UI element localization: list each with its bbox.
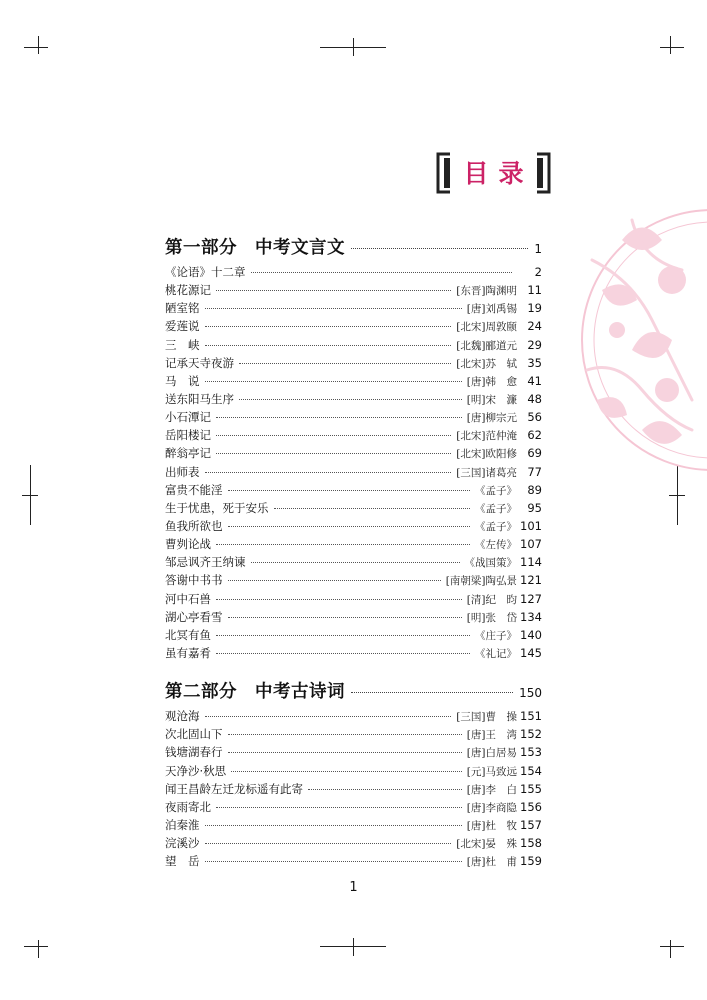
entry-page: 19: [527, 301, 542, 316]
crop-mark-icon: [669, 495, 685, 496]
entry-page: 77: [527, 464, 542, 479]
entry-title: 泊秦淮: [165, 817, 200, 832]
entry-title: 望 岳: [165, 854, 200, 869]
entry-page: 154: [520, 763, 542, 778]
toc-entry[interactable]: [165, 817, 542, 835]
dot-leader: [228, 526, 471, 527]
toc-entry[interactable]: [165, 763, 542, 781]
entry-page: 107: [520, 537, 542, 552]
entry-page: 156: [520, 799, 542, 814]
entry-page: 155: [520, 781, 542, 796]
dot-leader: [228, 580, 441, 581]
dot-leader: [228, 617, 462, 618]
entry-title: 岳阳楼记: [165, 428, 211, 443]
entry-author: [北宋]周敦颐: [456, 321, 517, 334]
dot-leader: [216, 544, 470, 545]
entry-author: [唐]李商隐: [466, 801, 517, 814]
crop-mark-icon: [353, 38, 354, 56]
entry-page: 48: [527, 391, 542, 406]
entry-page: 121: [520, 573, 542, 588]
toc-entry[interactable]: [165, 781, 542, 799]
entry-title: 桃花源记: [165, 283, 211, 298]
entry-author: [唐]王 湾: [466, 729, 517, 742]
toc-entry[interactable]: [165, 572, 542, 590]
entry-title: 生于忧患，死于安乐: [165, 500, 269, 515]
entry-page: 159: [520, 854, 542, 869]
entry-author: [北宋]范仲淹: [456, 430, 517, 443]
entry-title: 虽有嘉肴: [165, 645, 211, 660]
entry-author: [明]张 岱: [466, 611, 517, 624]
entry-author: [唐]李 白: [466, 783, 517, 796]
toc-entry[interactable]: [165, 318, 542, 336]
page-title: [436, 152, 551, 194]
entry-page: 151: [520, 709, 542, 724]
toc-entry[interactable]: [165, 337, 542, 355]
entry-title: 记承天寺夜游: [165, 355, 234, 370]
dot-leader: [216, 435, 451, 436]
crop-mark-icon: [660, 47, 684, 48]
entry-title: 北冥有鱼: [165, 627, 211, 642]
entry-author: 《孟子》: [475, 520, 517, 533]
entry-page: 127: [520, 591, 542, 606]
toc-entry[interactable]: [165, 591, 542, 609]
section-page: 1: [534, 242, 542, 256]
dot-leader: [351, 692, 513, 693]
entry-page: 2: [534, 265, 542, 279]
entry-title: 富贵不能淫: [165, 482, 223, 497]
entry-title: 三 峡: [165, 337, 200, 352]
entry-page: 153: [520, 745, 542, 760]
dot-leader: [205, 381, 462, 382]
entry-page: 152: [520, 727, 542, 742]
page-number: 1: [349, 880, 358, 895]
toc-entry[interactable]: [165, 744, 542, 762]
title-text: 目录: [463, 159, 534, 188]
entry-title: 天净沙·秋思: [165, 763, 227, 778]
entry-title: 送东阳马生序: [165, 391, 234, 406]
section-page: 150: [519, 686, 542, 701]
entry-title: 曹刿论战: [165, 537, 211, 552]
entry-page: 134: [520, 609, 542, 624]
dot-leader: [228, 490, 471, 491]
dot-leader: [216, 453, 451, 454]
entry-page: 35: [527, 355, 542, 370]
entry-author: [唐]杜 甫: [466, 856, 517, 869]
toc-entry[interactable]: [165, 282, 542, 300]
dot-leader: [308, 789, 462, 790]
table-of-contents: [165, 234, 542, 871]
section-heading[interactable]: [165, 234, 542, 264]
crop-mark-icon: [24, 946, 48, 947]
dot-leader: [205, 326, 452, 327]
dot-leader: [205, 861, 462, 862]
toc-entry[interactable]: [165, 482, 542, 500]
toc-entry[interactable]: [165, 627, 542, 645]
toc-entry[interactable]: [165, 464, 542, 482]
entry-page: 41: [527, 373, 542, 388]
entry-title: 河中石兽: [165, 591, 211, 606]
toc-entry[interactable]: [165, 853, 542, 871]
crop-mark-icon: [38, 36, 39, 54]
entry-author: [北魏]郦道元: [456, 339, 517, 352]
entry-page: 145: [520, 645, 542, 660]
dot-leader: [239, 399, 462, 400]
entry-author: [唐]柳宗元: [466, 412, 517, 425]
crop-mark-icon: [660, 946, 684, 947]
entry-author: 《孟子》: [475, 502, 517, 515]
toc-entry[interactable]: [165, 554, 542, 572]
entry-title: 闻王昌龄左迁龙标遥有此寄: [165, 781, 303, 796]
entry-author: [明]宋 濂: [466, 393, 517, 406]
section-title: 第二部分 中考古诗词: [165, 682, 345, 703]
entry-title: 鱼我所欲也: [165, 518, 223, 533]
entry-title: 次北固山下: [165, 727, 223, 742]
entry-author: [唐]韩 愈: [466, 375, 517, 388]
toc-entry[interactable]: [165, 373, 542, 391]
toc-entry[interactable]: [165, 391, 542, 409]
dot-leader: [216, 653, 470, 654]
entry-title: 钱塘湖春行: [165, 745, 223, 760]
dot-leader: [351, 248, 528, 249]
entry-page: 69: [527, 446, 542, 461]
dot-leader: [251, 562, 460, 563]
entry-author: 《孟子》: [475, 484, 517, 497]
entry-author: [南朝梁]陶弘景: [445, 575, 517, 588]
section-title: 第一部分 中考文言文: [165, 238, 345, 258]
entry-author: 《庄子》: [475, 629, 517, 642]
entry-author: [唐]杜 牧: [466, 819, 517, 832]
entry-page: 11: [527, 283, 542, 298]
entry-author: 《礼记》: [475, 647, 517, 660]
crop-mark-icon: [670, 36, 671, 54]
toc-entry[interactable]: [165, 708, 542, 726]
dot-leader: [231, 771, 462, 772]
entry-page: 95: [527, 500, 542, 515]
entry-page: 114: [520, 555, 542, 570]
dot-leader: [205, 843, 452, 844]
dot-leader: [228, 752, 462, 753]
dot-leader: [205, 716, 452, 717]
entry-title: 醉翁亭记: [165, 446, 211, 461]
entry-page: 158: [520, 836, 542, 851]
toc-entry[interactable]: [165, 500, 542, 518]
entry-title: 马 说: [165, 373, 200, 388]
dot-leader: [205, 472, 452, 473]
entry-page: 62: [527, 428, 542, 443]
entry-title: 陋室铭: [165, 301, 200, 316]
toc-entry[interactable]: [165, 835, 542, 853]
entry-page: 24: [527, 319, 542, 334]
entry-title: 夜雨寄北: [165, 799, 211, 814]
entry-page: 140: [520, 627, 542, 642]
toc-entry[interactable]: [165, 645, 542, 663]
dot-leader: [216, 417, 462, 418]
crop-mark-icon: [38, 940, 39, 958]
entry-title: 爱莲说: [165, 319, 200, 334]
entry-title: 湖心亭看雪: [165, 609, 223, 624]
toc-entry[interactable]: [165, 264, 542, 282]
toc-entry[interactable]: [165, 726, 542, 744]
entry-title: 小石潭记: [165, 410, 211, 425]
crop-mark-icon: [22, 495, 38, 496]
dot-leader: [216, 599, 462, 600]
dot-leader: [216, 290, 451, 291]
entry-author: [元]马致远: [466, 765, 517, 778]
crop-mark-icon: [24, 47, 48, 48]
toc-entry[interactable]: [165, 445, 542, 463]
entry-page: 101: [520, 518, 542, 533]
entry-page: 157: [520, 817, 542, 832]
toc-entry[interactable]: [165, 300, 542, 318]
entry-title: 浣溪沙: [165, 836, 200, 851]
entry-title: 观沧海: [165, 709, 200, 724]
toc-entry[interactable]: [165, 609, 542, 627]
entry-author: [唐]刘禹锡: [466, 303, 517, 316]
entry-author: [北宋]晏 殊: [456, 838, 517, 851]
dot-leader: [228, 734, 462, 735]
entry-author: [三国]曹 操: [456, 711, 517, 724]
toc-entry[interactable]: [165, 518, 542, 536]
crop-mark-icon: [670, 940, 671, 958]
dot-leader: [205, 308, 462, 309]
dot-leader: [216, 635, 470, 636]
entry-author: [北宋]欧阳修: [456, 448, 517, 461]
entry-title: 答谢中书书: [165, 573, 223, 588]
dot-leader: [216, 807, 462, 808]
toc-entry[interactable]: [165, 355, 542, 373]
dot-leader: [239, 363, 451, 364]
toc-entry[interactable]: [165, 427, 542, 445]
entry-author: [三国]诸葛亮: [456, 466, 517, 479]
dot-leader: [205, 345, 452, 346]
entry-author: [北宋]苏 轼: [456, 357, 517, 370]
entry-page: 89: [527, 482, 542, 497]
entry-page: 56: [527, 410, 542, 425]
entry-author: [东晋]陶渊明: [456, 285, 517, 298]
dot-leader: [251, 272, 513, 273]
entry-page: 29: [527, 337, 542, 352]
floral-pattern-icon: [572, 200, 707, 490]
toc-entry[interactable]: [165, 409, 542, 427]
entry-author: 《战国策》: [464, 557, 517, 570]
dot-leader: [205, 825, 462, 826]
entry-author: [清]纪 昀: [466, 593, 517, 606]
entry-author: [唐]白居易: [466, 747, 517, 760]
dot-leader: [274, 508, 471, 509]
section-heading[interactable]: [165, 678, 542, 708]
toc-entry[interactable]: [165, 536, 542, 554]
toc-entry[interactable]: [165, 799, 542, 817]
entry-title: 《论语》十二章: [165, 265, 246, 279]
entry-title: 邹忌讽齐王纳谏: [165, 555, 246, 570]
entry-title: 出师表: [165, 464, 200, 479]
crop-mark-icon: [353, 938, 354, 956]
entry-author: 《左传》: [475, 539, 517, 552]
